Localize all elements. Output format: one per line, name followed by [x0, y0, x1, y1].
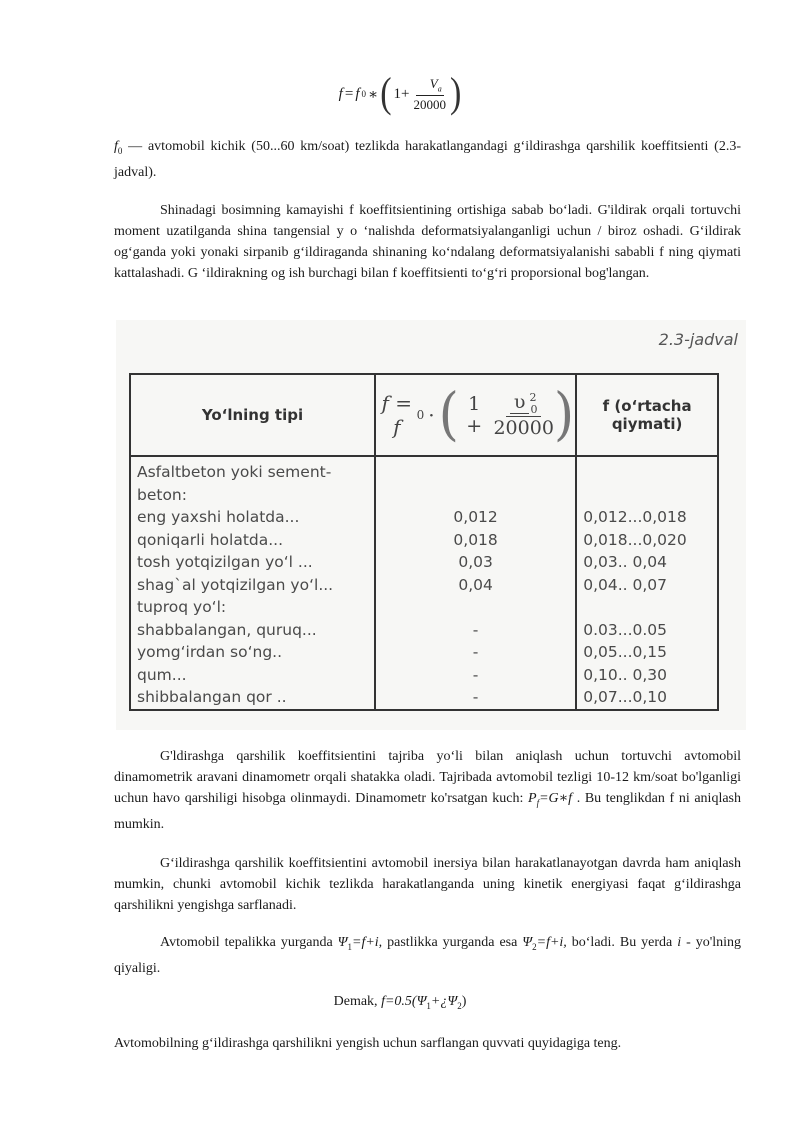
formula-psi1-sub: 1: [347, 941, 352, 952]
header-left-paren: (: [438, 382, 459, 448]
paragraph-text: — avtomobil kichik (50...60 km/soat) tezlikda harakatlangandagi g‘ildirashga qarshilik koeffitsienti (2.3-jadval).: [114, 139, 741, 180]
header-formula-num: υ: [510, 391, 530, 414]
formula-value-cell: 0,018: [453, 530, 498, 549]
header-right-paren: ): [553, 382, 575, 448]
demak-close: ): [461, 994, 467, 1009]
formula-numerator: V: [429, 76, 438, 91]
formula-demak: [0, 994, 800, 1011]
formula-value-cell: -: [472, 688, 479, 706]
paragraph-power: Avtomobilning g‘ildirashga qarshilikni yengish uchun sarflangan quvvati quyidagiga teng.: [114, 1036, 622, 1051]
symbol-f0: f: [114, 139, 118, 154]
paragraph-tire-pressure: Shinadagi bosimning kamayishi f koeffitsientining ortishiga sabab bo‘ladi. G'ildirak orqali tortuvchi moment uzatilganda shina tangensial y o ‘nalishda deformatsiyalanganligi uchun / biroz oshadi. G‘ildirak og‘ganda yoki yonaki sirpanib g‘ildiraganda shinaning ko‘ndalang deformatsiyalanishi sababli f ning qiymati kattalashadi. G ‘ildirakning og ish burchagi bilan f koeffitsienti to‘g‘ri proporsional bog'langan.: [114, 203, 741, 281]
formula-f0-sub: 0: [361, 89, 366, 100]
right-paren: ): [449, 70, 462, 117]
formula-pf-sub: f: [536, 797, 540, 808]
demak-sub2: 2: [457, 1000, 462, 1011]
header-formula-lhs: f = f: [381, 391, 413, 439]
paragraph-text: G'ldirashga qarshilik koeffitsientini tajriba yo‘li bilan aniqlash uchun tortuvchi avtomobil dinamometrik aravani dinamometr orqali shatakka oladi. Tajribada avtomobil tezligi 10-12 km/soat bo'lganligi uchun havo qarshiligi hisobga olinmaydi. Dinamometr ko'rsatgan kuch:: [114, 749, 741, 806]
formula-one-plus: 1+: [393, 85, 410, 102]
road-type-cell: shibbalangan qor ..: [137, 688, 287, 706]
paragraph-text: bo‘ladi. Bu yerda: [566, 935, 678, 950]
formula-value-cell: [376, 596, 575, 619]
header-formula-num-sub: 0: [530, 403, 538, 417]
average-value-column: [576, 456, 718, 710]
paragraph-inertia: G‘ildirashga qarshilik koeffitsientini avtomobil inersiya bilan harakatlanayotgan davrda ham aniqlash mumkin, chunki avtomobil kichik tezlikda harakatlanganda uning kinetik energiyasi faqat g‘ildirashga qarshilikni yengishga sarflanadi.: [114, 856, 741, 913]
formula-psi2: Ψ: [522, 935, 533, 950]
formula-value-cell: -: [472, 643, 479, 661]
average-value-cell: 0.03...0.05: [583, 620, 668, 639]
paragraph-text: Avtomobil tepalikka yurganda: [160, 935, 338, 950]
formula-psi1: Ψ: [337, 935, 348, 950]
average-value-cell: 0,05...0,15: [583, 643, 668, 661]
road-coefficient-table: [129, 373, 719, 711]
average-value-cell: 0,018...0,020: [583, 530, 687, 549]
header-formula-num-sup: 2: [529, 390, 537, 404]
header-formula: [375, 374, 576, 456]
average-value-cell: 0,07...0,10: [583, 688, 668, 706]
demak-rest: =0.5(Ψ: [384, 994, 427, 1009]
paragraph-f0-definition: [114, 136, 741, 183]
road-type-column: [130, 456, 375, 710]
header-formula-one-plus: 1 +: [466, 393, 483, 437]
road-type-cell: tosh yotqizilgan yo‘l ...: [137, 553, 313, 571]
formula-mult: ∗: [367, 86, 379, 103]
paragraph-text: pastlikka yurganda esa: [382, 935, 523, 950]
demak-sub1: 1: [426, 1000, 431, 1011]
formula-psi2-sub: 2: [532, 941, 537, 952]
demak-label: Demak,: [333, 994, 382, 1009]
road-type-cell: qum...: [137, 665, 187, 684]
formula-rolling-resistance: [0, 70, 800, 117]
table-figure: [116, 320, 746, 730]
formula-value-cell: 0,012: [453, 508, 498, 526]
header-road-type: Yo‘lning tipi: [130, 374, 375, 456]
formula-pf: P: [528, 791, 537, 806]
average-value-cell: [577, 596, 717, 619]
demak-f: f: [381, 994, 385, 1009]
formula-value-cell: [376, 461, 575, 484]
road-type-cell: yomg‘irdan so‘ng..: [137, 643, 283, 661]
symbol-f0-sub: 0: [117, 145, 123, 156]
header-formula-den: 20000: [493, 417, 554, 440]
paragraph-slope: [114, 932, 741, 979]
header-average: [576, 374, 718, 456]
formula-value-cell: [376, 484, 575, 507]
demak-plus: +¿Ψ: [430, 994, 458, 1009]
header-formula-lhs-sub: 0: [416, 408, 425, 422]
formula-value-cell: -: [472, 665, 479, 684]
formula-value-cell: -: [472, 620, 479, 639]
table-caption: 2.3-jadval: [658, 330, 738, 349]
average-value-cell: [577, 484, 717, 507]
road-type-cell: shag`al yotqizilgan yo‘l...: [137, 575, 334, 594]
formula-pf-rest: =G∗f: [539, 791, 573, 806]
header-formula-fraction: [493, 391, 553, 439]
header-formula-dot: ·: [428, 403, 435, 427]
average-value-cell: 0,04.. 0,07: [583, 575, 668, 594]
formula-value-cell: 0,03: [458, 553, 493, 571]
average-value-cell: 0,10.. 0,30: [583, 665, 668, 684]
formula-denominator: 20000: [413, 96, 446, 112]
average-value-cell: 0,03.. 0,04: [583, 553, 668, 571]
road-type-cell: qoniqarli holatda...: [137, 530, 284, 549]
formula-psi1-rest: =f+i,: [352, 935, 383, 950]
symbol-i: i: [677, 935, 682, 950]
road-type-cell: shabbalangan, quruq...: [137, 620, 317, 639]
road-type-cell: beton:: [137, 485, 187, 504]
formula-numerator-sub: a: [437, 84, 442, 94]
paragraph-text: - yo'lning qiyaligi.: [114, 935, 742, 976]
formula-value-cell: 0,04: [458, 575, 493, 594]
header-average-line2: qiymati): [611, 415, 683, 433]
road-type-cell: tuproq yo‘l:: [137, 598, 227, 616]
formula-psi2-rest: =f+i,: [536, 935, 567, 950]
left-paren: (: [380, 70, 392, 117]
road-type-cell: Asfaltbeton yoki sement-: [137, 463, 332, 481]
header-average-line1: f (o‘rtacha: [602, 397, 692, 415]
average-value-cell: [577, 461, 717, 484]
formula-equals: =: [344, 85, 354, 102]
road-type-cell: eng yaxshi holatda...: [137, 508, 300, 526]
paragraph-text-after: . Bu tenglikdan f ni aniqlash mumkin.: [114, 791, 741, 832]
formula-lhs: f: [338, 85, 343, 102]
formula-f0: f: [355, 85, 360, 102]
formula-fraction: [413, 76, 446, 113]
average-value-cell: 0,012...0,018: [583, 508, 687, 526]
paragraph-dynamometer: [114, 746, 741, 835]
formula-value-column: [375, 456, 576, 710]
